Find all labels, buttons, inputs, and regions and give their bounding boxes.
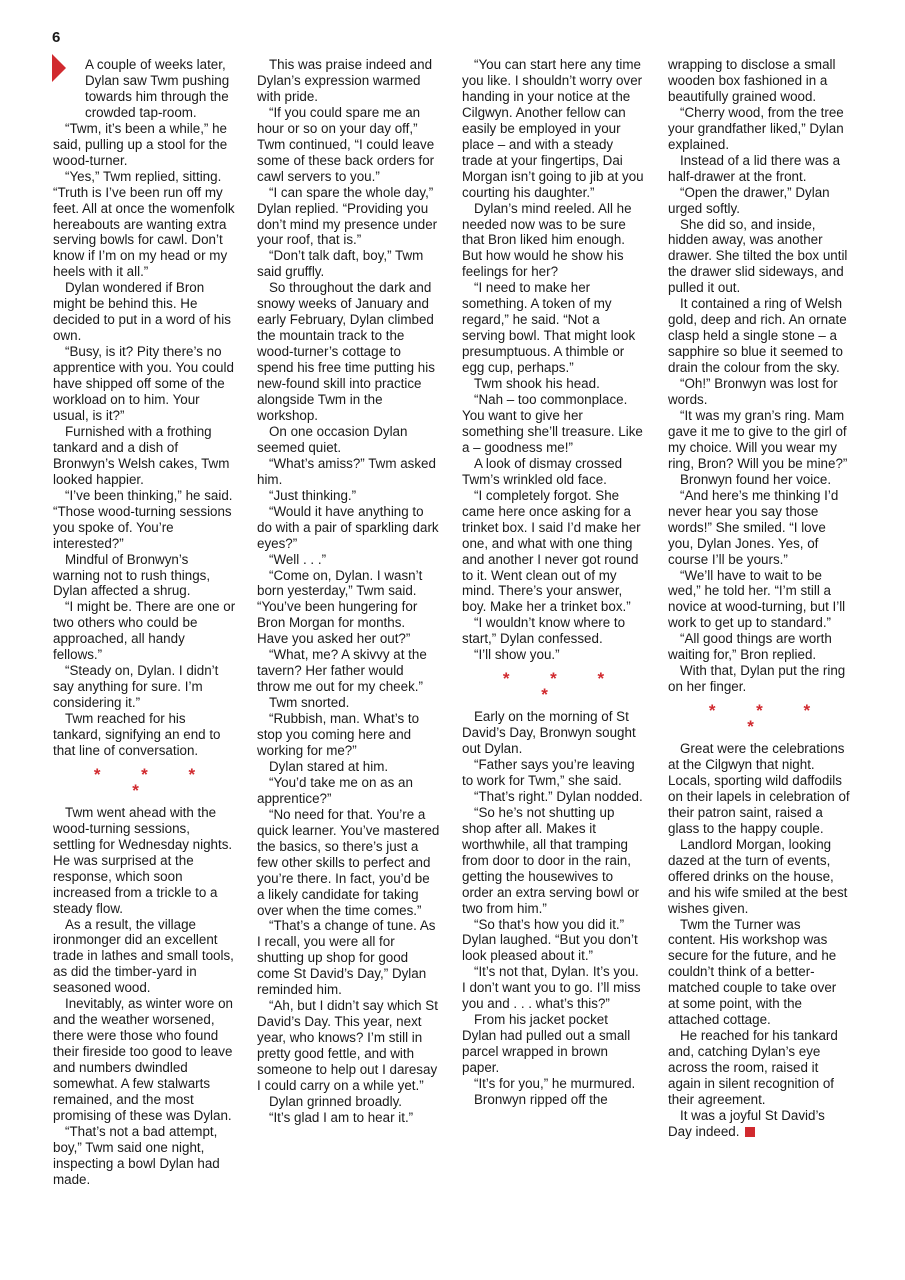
column-4 xyxy=(668,57,851,1140)
paragraph: “That’s not a bad attempt, boy,” Twm said one night, inspecting a bowl Dylan had made. xyxy=(53,1123,220,1187)
paragraph: “Come on, Dylan. I wasn’t born yesterday,” Twm said. “You’ve been hungering for Bron Morgan for months. Have you asked her out?” xyxy=(257,567,423,647)
paragraph: This was praise indeed and Dylan’s expression warmed with pride. xyxy=(257,57,433,104)
paragraph: “I completely forgot. She came here once asking for a trinket box. I said I’d make her one, and what with one thing and another I never got round to it. Went clean out of my mind. There’s your answer, boy. Make her a trinket box.” xyxy=(462,487,641,615)
final-paragraph xyxy=(668,1108,851,1140)
paragraph: Bronwyn found her voice. xyxy=(680,471,832,487)
paragraph: “Open the drawer,” Dylan urged softly. xyxy=(668,184,830,216)
paragraph: “Yes,” Twm replied, sitting. “Truth is I’ve been run off my feet. All at once the womenfolk hereabouts are wanting extra serving bowls for cawl. Don’t know if I’m on my head or my heels with it all.” xyxy=(53,168,235,280)
paragraph: Instead of a lid there was a half-drawer at the front. xyxy=(668,152,841,184)
paragraph: “Busy, is it? Pity there’s no apprentice with you. You could have shipped off some of the workload on to him. Your usual, is it?” xyxy=(53,344,234,423)
paragraph: Twm the Turner was content. His workshop was secure for the future, and he couldn’t think of a better-matched couple to take over at some point, with the attached cottage. xyxy=(668,916,837,1028)
paragraph: “So he’s not shutting up shop after all. Makes it worthwhile, all that tramping from door to door in the rain, getting the housewives to order an extra serving bowl or two from him.” xyxy=(462,804,640,916)
paragraph: “Nah – too commonplace. You want to give her something she’ll treasure. Like a – goodness me!” xyxy=(462,392,643,455)
paragraph: “Would it have anything to do with a pair of sparkling dark eyes?” xyxy=(257,503,439,551)
paragraph: “Rubbish, man. What’s to stop you coming here and working for me?” xyxy=(257,711,420,758)
paragraph: “If you could spare me an hour or so on your day off,” Twm continued, “I could leave some of these back orders for cawl servers to you.” xyxy=(257,104,435,184)
column-2 xyxy=(257,57,440,1126)
paragraph: “I might be. There are one or two others who could be approached, all handy fellows.” xyxy=(53,599,236,663)
paragraph: “All good things are worth waiting for,” Bron replied. xyxy=(668,631,832,663)
section-divider: * * * * xyxy=(502,669,623,705)
paragraph: “Cherry wood, from the tree your grandfather liked,” Dylan explained. xyxy=(668,104,844,152)
paragraph: He reached for his tankard and, catching Dylan’s eye across the room, raised it again in silent recognition of their agreement. xyxy=(668,1028,838,1107)
paragraph: Great were the celebrations at the Cilgwyn that night. Locals, sporting wild daffodils on their lapels in celebration of their patron saint, raised a glass to the happy couple. xyxy=(668,741,850,836)
paragraph xyxy=(53,57,236,121)
paragraph: As a result, the village ironmonger did an excellent trade in lathes and small tools, as did the timber-yard in seasoned wood. xyxy=(53,916,234,996)
paragraph: It contained a ring of Welsh gold, deep and rich. An ornate clasp held a single stone – a sapphire so blue it seemed to drain the colour from the sky. xyxy=(668,296,847,376)
paragraph: “Ah, but I didn’t say which St David’s Day. This year, next year, who knows? I’m still in pretty good fettle, and with someone to help out I daresay I could carry on a while yet.” xyxy=(257,998,438,1093)
paragraph: “What, me? A skivvy at the tavern? Her father would throw me out for my cheek.” xyxy=(257,647,427,695)
end-of-story-mark xyxy=(745,1127,755,1137)
paragraph: “That’s a change of tune. As I recall, you were all for shutting up shop for good come St David’s Day,” Dylan reminded him. xyxy=(257,918,436,998)
paragraph: “That’s right.” Dylan nodded. xyxy=(474,788,643,804)
paragraph: Dylan wondered if Bron might be behind this. He decided to put in a word of his own. xyxy=(53,280,231,344)
paragraph: A look of dismay crossed Twm’s wrinkled old face. xyxy=(462,455,623,487)
paragraph: On one occasion Dylan seemed quiet. xyxy=(257,423,408,455)
paragraph: Twm shook his head. xyxy=(474,376,600,392)
paragraph: So throughout the dark and snowy weeks of January and early February, Dylan climbed the mountain track to the wood-turner’s cottage to spend his free time putting his new-found skill into practice alongside Twm in the workshop. xyxy=(257,280,435,423)
paragraph: With that, Dylan put the ring on her finger. xyxy=(668,663,846,695)
paragraph: “Don’t talk daft, boy,” Twm said gruffly. xyxy=(257,248,424,280)
paragraph: Twm reached for his tankard, signifying an end to that line of conversation. xyxy=(53,711,221,758)
paragraph-continued: wrapping to disclose a small wooden box fashioned in a beautifully grained wood. xyxy=(668,57,836,104)
final-paragraph-text: It was a joyful St David’s Day indeed. xyxy=(668,1107,825,1139)
paragraph: From his jacket pocket Dylan had pulled out a small parcel wrapped in brown paper. xyxy=(462,1012,631,1076)
paragraph: “I’ll show you.” xyxy=(474,647,560,663)
paragraph: She did so, and inside, hidden away, was another drawer. She tilted the box until the drawer slid sideways, and pulled it out. xyxy=(668,216,848,296)
paragraph: Twm went ahead with the wood-turning sessions, settling for Wednesday nights. He was surprised at the response, which soon increased from a trickle to a steady flow. xyxy=(53,804,233,916)
paragraph: “It’s not that, Dylan. It’s you. I don’t want you to go. I’ll miss you and . . . what’s this?” xyxy=(462,964,641,1012)
paragraph: “And here’s me thinking I’d never hear you say those words!” She smiled. “I love you, Dylan Jones. Yes, of course I’ll be yours.” xyxy=(668,487,839,567)
paragraph: “I can spare the whole day,” Dylan replied. “Providing you don’t mind my presence under your roof, that is.” xyxy=(257,184,438,248)
paragraph: “It’s glad I am to hear it.” xyxy=(269,1109,414,1125)
paragraph: Dylan grinned broadly. xyxy=(269,1093,402,1109)
paragraph: “It was my gran’s ring. Mam gave it me to give to the girl of my choice. Will you wear my ring, Bron? Will you be mine?” xyxy=(668,407,848,471)
paragraph: Landlord Morgan, looking dazed at the turn of events, offered drinks on the house, and his wife smiled at the best wishes given. xyxy=(668,836,848,916)
paragraph: Bronwyn ripped off the xyxy=(474,1092,608,1107)
section-divider: * * * * xyxy=(93,764,214,800)
paragraph: “Just thinking.” xyxy=(269,487,357,503)
paragraph: “Steady on, Dylan. I didn’t say anything for sure. I’m considering it.” xyxy=(53,663,219,711)
paragraph: Early on the morning of St David’s Day, Bronwyn sought out Dylan. xyxy=(462,709,636,757)
page-number: 6 xyxy=(52,29,61,46)
paragraph: “You’d take me on as an apprentice?” xyxy=(257,774,413,806)
paragraph: “I wouldn’t know where to start,” Dylan confessed. xyxy=(462,615,626,647)
paragraph: Dylan stared at him. xyxy=(269,758,389,774)
paragraph: Mindful of Bronwyn’s warning not to rush things, Dylan affected a shrug. xyxy=(53,551,211,599)
paragraph: “No need for that. You’re a quick learner. You’ve mastered the basics, so there’s just a few other skills to perfect and you’re there. In fact, you’d be a likely candidate for taking over when the time comes.” xyxy=(257,806,440,918)
paragraph: “I’ve been thinking,” he said. “Those wood-turning sessions you spoke of. You’re interested?” xyxy=(53,487,233,551)
paragraph: “What’s amiss?” Twm asked him. xyxy=(257,455,436,487)
paragraph: Furnished with a frothing tankard and a dish of Bronwyn’s Welsh cakes, Twm looked happier. xyxy=(53,423,230,487)
paragraph: “I need to make her something. A token of my regard,” he said. “Not a serving bowl. That might look presumptuous. A thimble or egg cup, perhaps.” xyxy=(462,280,636,376)
paragraph: Dylan’s mind reeled. All he needed now was to be sure that Bron liked him enough. But how would he show his feelings for her? xyxy=(462,200,632,280)
column-3 xyxy=(462,57,645,1108)
paragraph: Twm snorted. xyxy=(269,695,350,711)
paragraph: Inevitably, as winter wore on and the weather worsened, there were those who found their fireside too good to leave and numbers dwindled somewhat. A few stalwarts remained, and the most promising of these was Dylan. xyxy=(53,996,233,1123)
paragraph: “Twm, it’s been a while,” he said, pulling up a stool for the wood-turner. xyxy=(53,120,228,168)
column-1 xyxy=(53,57,236,1188)
paragraph: “So that’s how you did it.” Dylan laughed. “But you don’t look pleased about it.” xyxy=(462,916,638,964)
lead-paragraph: A couple of weeks later, Dylan saw Twm pushing towards him through the crowded tap-room. xyxy=(85,57,230,120)
paragraph: “It’s for you,” he murmured. xyxy=(474,1076,636,1092)
paragraph: “We’ll have to wait to be wed,” he told her. “I’m still a novice at wood-turning, but I’ll work to get up to standard.” xyxy=(668,567,846,631)
paragraph: “Well . . .” xyxy=(269,551,327,567)
paragraph: “You can start here any time you like. I shouldn’t worry over handing in your notice at the Cilgwyn. Another fellow can easily be employed in your place – and with a steady trade at your fingertips, Dai Morgan isn’t going to jib at you courting his daughter.” xyxy=(462,57,644,200)
paragraph: “Father says you’re leaving to work for Twm,” she said. xyxy=(462,756,635,788)
section-divider: * * * * xyxy=(708,701,829,737)
paragraph: “Oh!” Bronwyn was lost for words. xyxy=(668,376,838,408)
